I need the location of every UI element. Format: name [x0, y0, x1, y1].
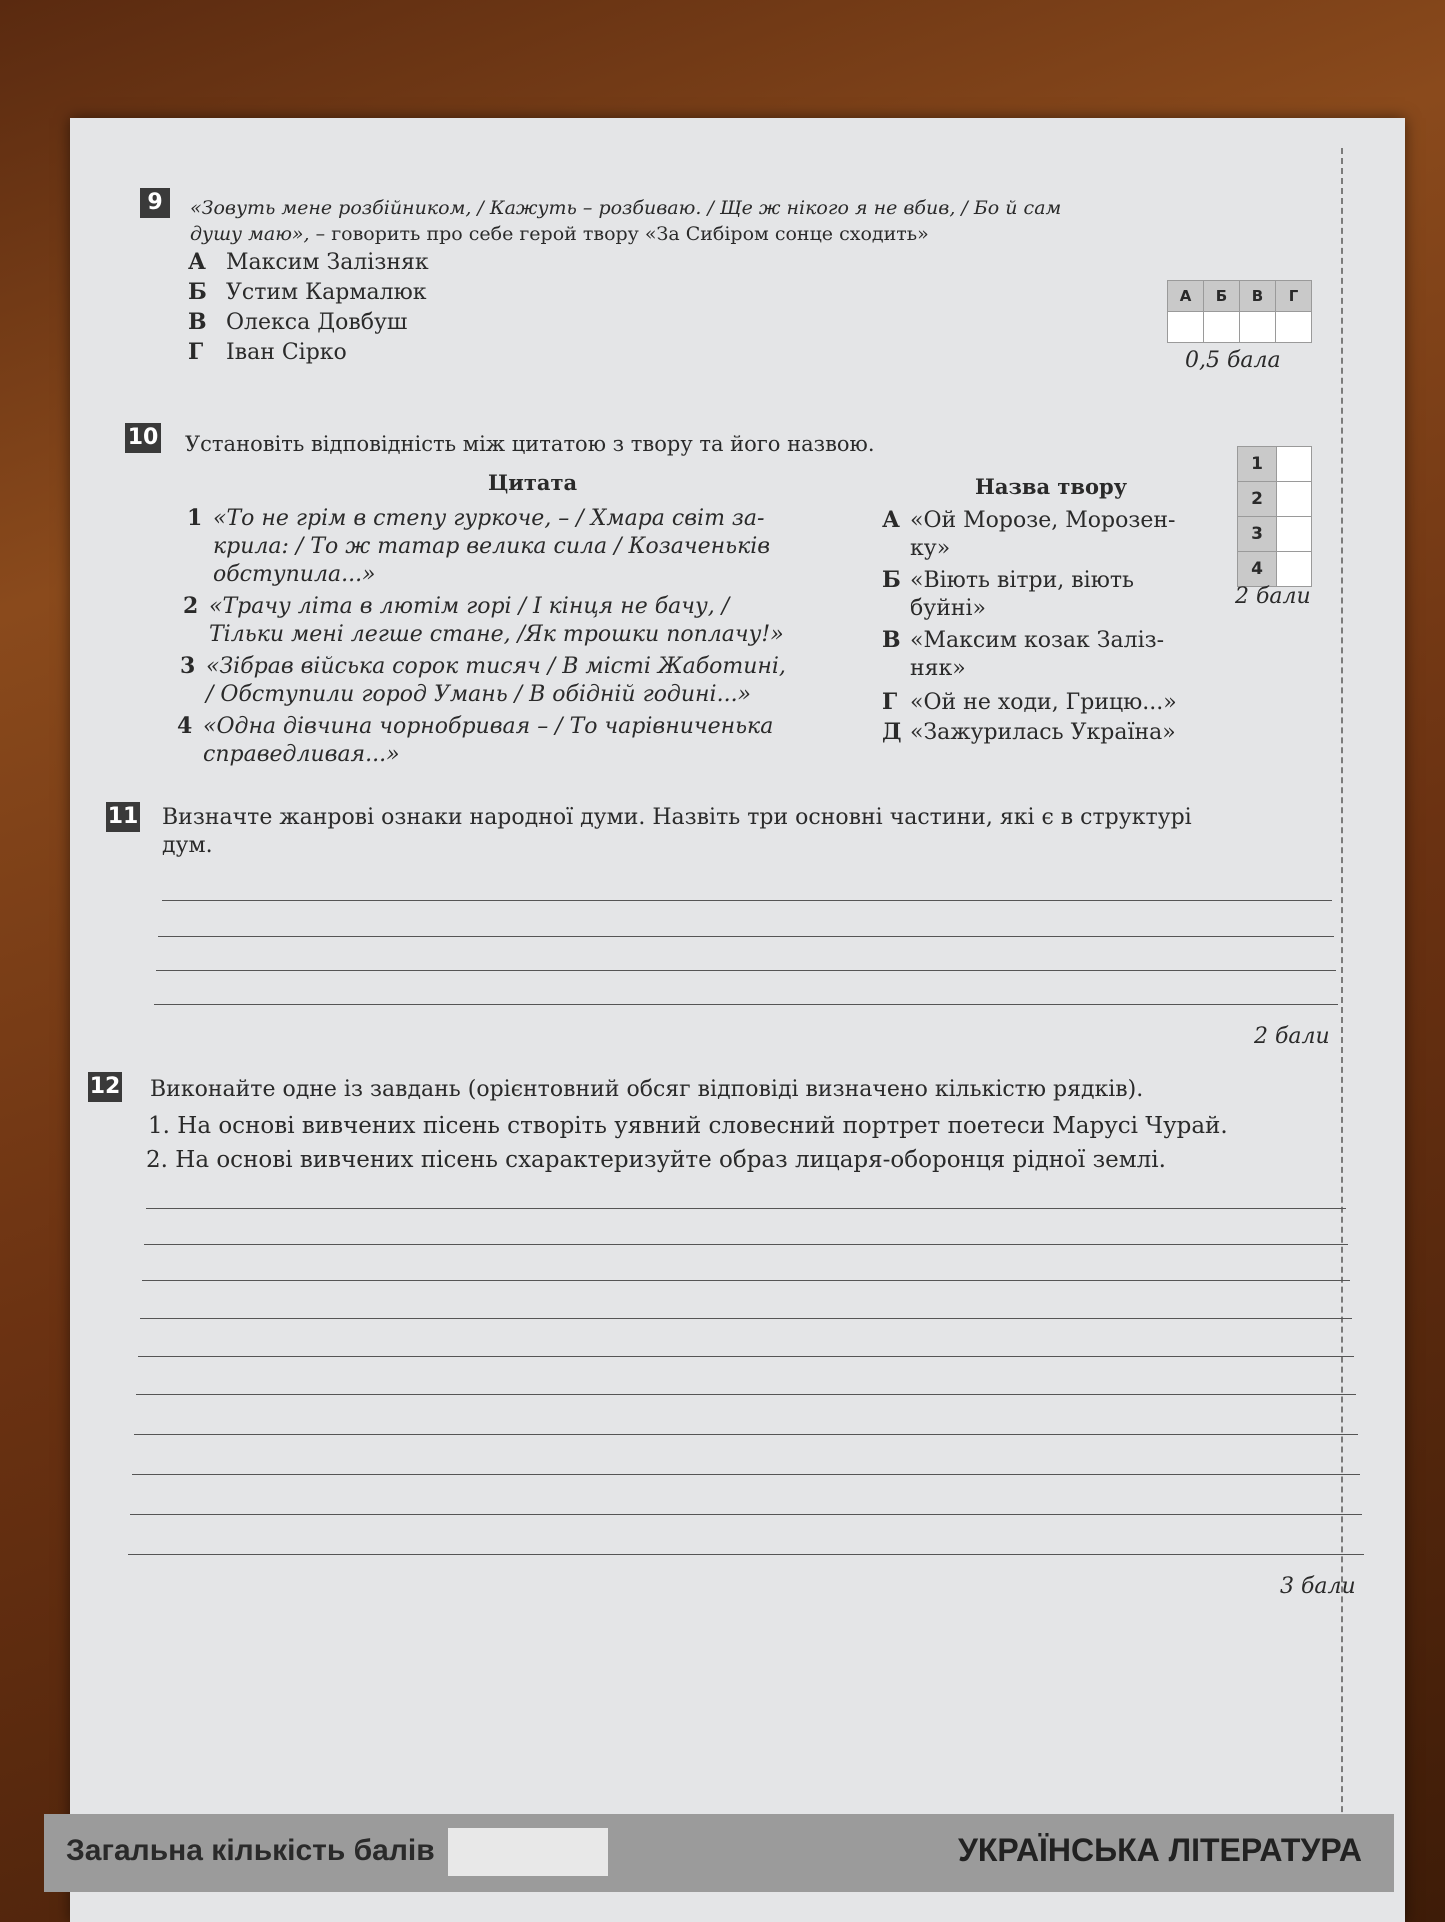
q10-title-c: В «Максим козак Залiз- няк»	[882, 627, 1165, 681]
q12-prompt: Виконайте одне із завдань (орієнтовний обсяг відповіді визначено кількістю рядків).	[150, 1077, 1144, 1102]
total-score-label: Загальна кількість балів	[66, 1834, 435, 1867]
q11-prompt-line1: Визначте жанрові ознаки народної думи. Назвіть три основні частини, які є в структурі	[162, 805, 1192, 830]
q9-answer-cell-a[interactable]	[1168, 312, 1204, 343]
q10-grid-number-3: 3	[1238, 517, 1277, 552]
q10-grid-number-4: 4	[1238, 552, 1277, 587]
q9-score: 0,5 бала	[1185, 348, 1281, 373]
q12-task-1: 1. На основі вивчених пісень створіть уявний словесний портрет поетеси Марусі Чурай.	[148, 1113, 1228, 1139]
q9-quote-attribution: – говорить про себе герой твору «За Сибіром сонце сходить»	[309, 223, 929, 245]
q9-answer-cell-c[interactable]	[1240, 312, 1276, 343]
q10-grid-number-2: 2	[1238, 482, 1277, 517]
q9-grid-header-c: В	[1240, 281, 1276, 312]
q12-answer-line[interactable]	[138, 1356, 1354, 1357]
q12-answer-line[interactable]	[134, 1434, 1358, 1435]
q12-answer-line[interactable]	[132, 1474, 1360, 1475]
footer-bar	[44, 1814, 1394, 1892]
question-9-number: 9	[140, 188, 170, 218]
q9-answer-grid	[1167, 280, 1312, 343]
q9-grid-header-a: А	[1168, 281, 1204, 312]
total-score-box[interactable]	[448, 1828, 608, 1876]
q10-title-e: Д «Зажурилась Україна»	[882, 719, 1176, 745]
q9-grid-header-b: Б	[1204, 281, 1240, 312]
q10-prompt: Установіть відповідність між цитатою з твору та його назвою.	[185, 432, 875, 456]
q9-answer-cell-d[interactable]	[1276, 312, 1312, 343]
q9-option-c: В Олекса Довбуш	[188, 309, 408, 335]
q10-column-quote: Цитата	[488, 470, 578, 495]
q10-answer-cell-4[interactable]	[1277, 552, 1312, 587]
q12-task-2: 2. На основі вивчених пісень схарактеризуйте образ лицаря-оборонця рідної землі.	[146, 1147, 1166, 1173]
q11-answer-line[interactable]	[158, 936, 1334, 937]
q12-answer-line[interactable]	[130, 1514, 1362, 1515]
q9-quote-end: душу маю»,	[190, 223, 310, 245]
q9-grid-header-d: Г	[1276, 281, 1312, 312]
q10-grid-number-1: 1	[1238, 447, 1277, 482]
q11-answer-line[interactable]	[154, 1004, 1338, 1005]
question-11-number: 11	[106, 802, 140, 832]
test-sheet	[66, 118, 1405, 1922]
cut-line	[1341, 148, 1343, 1882]
q10-answer-cell-1[interactable]	[1277, 447, 1312, 482]
q12-answer-line[interactable]	[142, 1280, 1350, 1281]
q10-quote-3: 3 «Зібрав війська сорок тисяч / В місті Жаботині, / Обступили город Умань / В обідній годині...»	[180, 653, 786, 707]
q9-option-d: Г Іван Сірко	[188, 339, 347, 365]
q12-answer-line[interactable]	[128, 1554, 1364, 1555]
subject-title: УКРАЇНСЬКА ЛІТЕРАТУРА	[957, 1832, 1362, 1868]
q11-score: 2 бали	[1254, 1024, 1330, 1049]
q10-answer-grid	[1237, 446, 1312, 587]
q12-answer-line[interactable]	[146, 1208, 1346, 1209]
q9-answer-cell-b[interactable]	[1204, 312, 1240, 343]
q9-option-b: Б Устим Кармалюк	[188, 279, 427, 305]
question-12-number: 12	[88, 1072, 122, 1102]
q10-answer-cell-2[interactable]	[1277, 482, 1312, 517]
q12-score: 3 бали	[1280, 1574, 1356, 1599]
q10-title-d: Г «Ой не ходи, Грицю...»	[882, 689, 1177, 715]
q11-prompt-line2: дум.	[162, 833, 213, 858]
q10-column-title: Назва твору	[975, 474, 1128, 499]
q10-title-b: Б «Віють вітри, віють буйні»	[882, 567, 1135, 621]
q9-quote-line2	[190, 220, 929, 248]
q12-answer-line[interactable]	[136, 1394, 1356, 1395]
q11-answer-line[interactable]	[156, 970, 1336, 971]
q12-answer-line[interactable]	[144, 1244, 1348, 1245]
q9-option-a: А Максим Залізняк	[188, 249, 429, 275]
q10-title-a: А «Ой Морозе, Морозен- ку»	[882, 507, 1176, 561]
question-10-number: 10	[125, 423, 161, 453]
q10-quote-1: 1 «То не грім в степу гуркоче, – / Хмара світ за- крила: / То ж татар велика сила / Козаченьків обступила...»	[187, 505, 771, 587]
q12-answer-line[interactable]	[140, 1318, 1352, 1319]
q10-quote-2: 2 «Трачу літа в лютім горі / І кінця не бачу, / Тільки мені легше стане, /Як трошки поплачу!»	[183, 593, 784, 647]
q9-quote-line1: «Зовуть мене розбійником, / Кажуть – розбиваю. / Ще ж нікого я не вбив, / Бо й сам	[190, 197, 1062, 219]
q10-answer-cell-3[interactable]	[1277, 517, 1312, 552]
q10-score: 2 бали	[1235, 584, 1311, 609]
q11-answer-line[interactable]	[162, 900, 1332, 901]
q10-quote-4: 4 «Одна дівчина чорнобривая – / То чарівниченька справедливая...»	[177, 713, 774, 767]
